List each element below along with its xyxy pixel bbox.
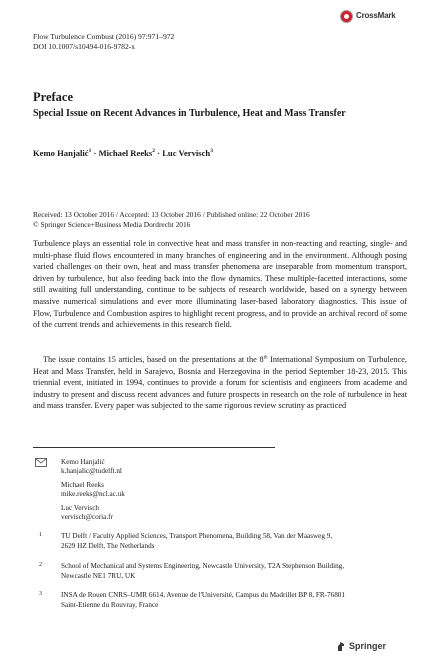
- affiliation-line: TU Delft / Faculty Applied Sciences, Transport Phenomena, Building 58, Van der Maasweg 9,: [61, 532, 333, 540]
- affiliation-line: Newcastle NE1 7RU, UK: [61, 572, 136, 580]
- author-separator: ·: [157, 148, 161, 158]
- author-list: [33, 148, 213, 158]
- affiliation-line: Saint-Etienne du Rouvray, France: [61, 601, 159, 609]
- body-paragraph: Turbulence plays an essential role in convective heat and mass transfer in non-reacting and reacting, single- and multi-phase fluid flows encountered in many branches of engineering and in the environment. Although posing varied challenges on their own, heat and mass transfer phenomena are inseparable from momentum transport, driven by turbulence, but also feeding back into the flow dynamics. These multiple-facetted interactions, some still awaiting full understanding, continue to be subjects of research worldwide, based on a synergy between massive numerical simulations and ever more illuminating laser-based laboratory diagnostics. This issue of Flow, Turbulence and Combustion aspires to highlight recent progress, and to provide an archival record of some of the current trends and achievements in this research field.: [33, 239, 407, 330]
- author-name: Luc Vervisch: [162, 148, 211, 158]
- journal-citation: Flow Turbulence Combust (2016) 97:971–972: [33, 32, 175, 41]
- crossmark-badge[interactable]: [340, 9, 418, 25]
- copyright-line: © Springer Science+Business Media Dordrecht 2016: [33, 220, 191, 229]
- author-affiliation-mark: 1: [88, 148, 92, 155]
- author-name: Michael Reeks: [98, 148, 153, 158]
- affiliation-number: 2: [39, 562, 42, 568]
- springer-logo: [336, 640, 416, 654]
- doi-line[interactable]: DOI 10.1007/s10494-016-9782-x: [33, 42, 136, 51]
- affiliation-line: School of Mechanical and Systems Engineering, Newcastle University, T2A Stephenson Building,: [61, 562, 345, 570]
- article-subtitle: Special Issue on Recent Advances in Turbulence, Heat and Mass Transfer: [33, 108, 346, 119]
- springer-horse-icon: [336, 641, 346, 652]
- publication-dates: Received: 13 October 2016 / Accepted: 13 October 2016 / Published online: 22 October 2016: [33, 210, 310, 219]
- envelope-icon: [35, 458, 47, 467]
- author-affiliation-mark: 3: [210, 148, 213, 155]
- author-name: Kemo Hanjalić: [33, 148, 89, 158]
- crossmark-icon: [340, 10, 353, 23]
- affiliation-line: 2629 HZ Delft, The Netherlands: [61, 542, 155, 550]
- correspondence-email[interactable]: mike.reeks@ncl.ac.uk: [61, 490, 125, 498]
- footnote-divider: [33, 447, 275, 448]
- article-type-title: Preface: [33, 90, 74, 104]
- author-separator: ·: [93, 148, 97, 158]
- correspondence-name: Luc Vervisch: [61, 504, 99, 512]
- body-text: The issue contains 15 articles, based on the presentations at the 8: [43, 355, 264, 364]
- affiliation-number: 1: [39, 532, 42, 538]
- correspondence-name: Michael Reeks: [61, 481, 104, 489]
- author-affiliation-mark: 2: [152, 148, 156, 155]
- ordinal-suffix: th: [263, 355, 268, 361]
- correspondence-email[interactable]: k.hanjalic@tudelft.nl: [61, 467, 122, 475]
- body-paragraph: [33, 354, 407, 412]
- publisher-name: Springer: [349, 641, 387, 651]
- body-text: International Symposium on Turbulence, Heat and Mass Transfer, held in Sarajevo, Bosnia and Herzegovina in the period September 18-23, 2015. This triennial event, initiated in 1994, continues to provide a forum for scientists and engineers from academe and industry to present and discuss recent advances and future prospects in research on the role of turbulence in heat and mass transfer. Every paper was subjected to the same rigorous review scrutiny as practiced: [33, 355, 407, 411]
- correspondence-email[interactable]: vervisch@coria.fr: [61, 513, 113, 521]
- crossmark-label: CrossMark: [356, 11, 396, 20]
- affiliation-number: 3: [39, 591, 42, 597]
- affiliation-line: INSA de Rouen CNRS–UMR 6614, Avenue de l'Université, Campus du Madrillet BP 8, FR-76801: [61, 591, 345, 599]
- correspondence-name: Kemo Hanjalić: [61, 458, 105, 466]
